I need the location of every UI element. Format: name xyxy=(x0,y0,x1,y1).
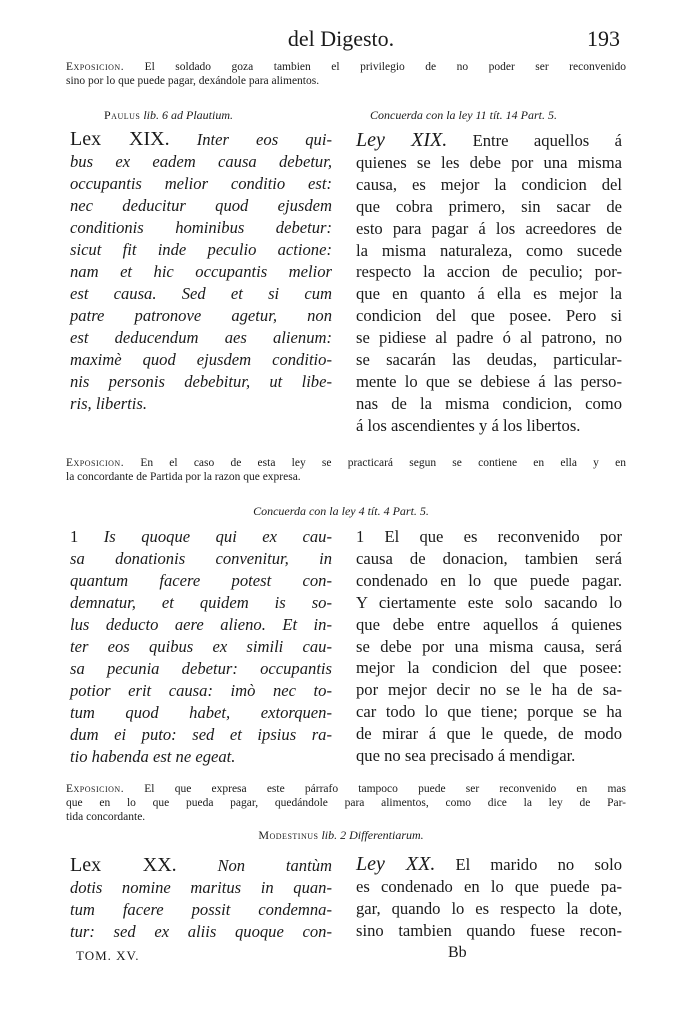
text-line: á los ascendientes y á los libertos. xyxy=(356,415,581,435)
text-line: nam et hic occupantis melior xyxy=(70,262,332,281)
exposicion-line: la concordante de Partida por la razon que expresa. xyxy=(66,471,301,483)
text-line: sa donationis convenitur, in xyxy=(70,549,332,568)
text-line: que en quanto á ella es mejor la xyxy=(356,284,622,304)
text-line: tur: sed ex aliis quoque con- xyxy=(70,922,332,941)
text-line: que debe entre aquellos á quienes xyxy=(356,614,622,634)
text-line: sino tambien quando fuese recon- xyxy=(356,920,622,940)
text-line: demnatur, et quidem is so- xyxy=(70,593,332,612)
text-line: tum quod habet, extorquen- xyxy=(70,703,332,722)
text-line: El que es reconvenido por xyxy=(364,527,622,546)
text-line: por mejor decir no se le ha de sa- xyxy=(356,680,622,700)
source-left xyxy=(104,108,233,123)
exposicion-line: En el caso de esta ley se practicará segun se contiene en ella y en xyxy=(140,457,626,469)
text-line: la misma naturaleza, como sucede xyxy=(356,240,622,260)
volume-footer: TOM. XV. xyxy=(76,948,140,963)
lex-19-1-latin xyxy=(70,526,332,768)
ley-heading: Ley XX. xyxy=(356,853,436,875)
text-line: se pidiese al padre ó al patrono, no xyxy=(356,328,622,348)
text-line: mejor la condicion del que posee: xyxy=(356,658,622,678)
ley-20-spanish xyxy=(356,854,622,942)
exposicion-3 xyxy=(66,782,626,824)
paragraph-number: 1 xyxy=(70,527,79,546)
text-line: dum ei puto: sed et ipsius ra- xyxy=(70,725,332,744)
exposicion-line: tida concordante. xyxy=(66,811,146,823)
text-line: condicion del que posee. Pero si xyxy=(356,306,622,326)
text-line: que cobra primero, sin sacar de xyxy=(356,196,622,216)
text-line: Is quoque qui ex cau- xyxy=(78,527,332,546)
text-line: quantum facere potest con- xyxy=(70,571,332,590)
text-line: mente lo que se debiese á las perso- xyxy=(356,371,622,391)
text-line: est causa. Sed et si cum xyxy=(70,284,332,303)
text-line: tio habenda est ne egeat. xyxy=(70,747,236,766)
text-line: nas de la misma condicion, como xyxy=(356,393,622,413)
text-line: conditionis hominibus debetur: xyxy=(70,218,332,237)
signature-mark: Bb xyxy=(448,944,467,961)
text-line: tum facere possit condemna- xyxy=(70,900,332,919)
text-line: est deducendum aes alienum: xyxy=(70,328,332,347)
exposicion-line: El que expresa este párrafo tampoco puede ser reconvenido en mas xyxy=(144,783,626,795)
source-author: Paulus xyxy=(104,108,141,122)
text-line: ter eos quibus ex simili cau- xyxy=(70,637,332,656)
text-line: se debe por una misma causa, será xyxy=(356,636,622,656)
text-line: bus ex eadem causa debetur, xyxy=(70,152,332,171)
text-line: gar, quando lo es respecto la dote, xyxy=(356,898,622,918)
source-author: Modestinus xyxy=(258,828,319,842)
exposicion-lead: Exposicion. xyxy=(66,783,125,795)
ley-19-1-spanish xyxy=(356,526,622,767)
text-line: car todo lo que tiene; porque se ha xyxy=(356,702,622,722)
text-line: quienes se les debe por una misma xyxy=(356,152,622,172)
text-line: maximè quod ejusdem conditio- xyxy=(70,350,332,369)
lex-20-latin xyxy=(70,854,332,943)
text-line: Non tantùm xyxy=(176,856,332,875)
text-line: se sacarán las deudas, particular- xyxy=(356,350,622,370)
page-number: 193 xyxy=(587,26,620,51)
lex-heading: Lex XX. xyxy=(70,854,177,876)
text-line: lus deducto aere alieno. Et in- xyxy=(70,615,332,634)
source-center-3 xyxy=(0,828,682,843)
exposicion-2 xyxy=(66,456,626,484)
lex-heading: Lex XIX. xyxy=(70,128,170,150)
ley-heading: Ley XIX. xyxy=(356,129,448,151)
text-line: respecto la accion de peculio; por- xyxy=(356,262,622,282)
ley-19-spanish xyxy=(356,130,622,437)
text-line: occupantis melior conditio est: xyxy=(70,174,332,193)
text-line: Entre aquellos á xyxy=(447,131,622,150)
text-line: ris, libertis. xyxy=(70,394,147,413)
source-ref: lib. 6 ad Plautium. xyxy=(140,108,234,122)
text-line: Inter eos qui- xyxy=(169,130,332,149)
text-line: El marido no solo xyxy=(435,855,622,874)
text-line: dotis nomine maritus in quan- xyxy=(70,878,332,897)
source-right: Concuerda con la ley 11 tít. 14 Part. 5. xyxy=(370,108,557,122)
text-line: potior erit causa: imò nec to- xyxy=(70,681,332,700)
text-line: patre patronove agetur, non xyxy=(70,306,332,325)
exposicion-lead: Exposicion. xyxy=(66,61,125,73)
text-line: nec deducitur quod ejusdem xyxy=(70,196,332,215)
text-line: causa de donacion, tambien será xyxy=(356,548,622,568)
text-line: condenado en lo que puede pagar. xyxy=(356,570,622,590)
exposicion-lead: Exposicion. xyxy=(66,457,125,469)
text-line: de mirar á que le quede, de modo xyxy=(356,724,622,744)
source-center: Concuerda con la ley 4 tít. 4 Part. 5. xyxy=(253,504,429,518)
running-title: del Digesto. xyxy=(287,26,395,51)
text-line: nis personis debebitur, ut libe- xyxy=(70,372,332,391)
source-ref: lib. 2 Differentiarum. xyxy=(318,828,424,842)
exposicion-line: sino por lo que puede pagar, dexándole para alimentos. xyxy=(66,75,320,87)
text-line: sa pecunia debetur: occupantis xyxy=(70,659,332,678)
text-line: sicut fit inde peculio actione: xyxy=(70,240,332,259)
lex-19-latin xyxy=(70,128,332,415)
text-line: que no sea precisado á mendigar. xyxy=(356,746,576,766)
exposicion-line: El soldado goza tambien el privilegio de no poder ser reconvenido xyxy=(144,61,627,73)
exposicion-1 xyxy=(66,60,626,88)
text-line: es condenado en lo que puede pa- xyxy=(356,876,622,896)
exposicion-line: que en lo que pueda pagar, quedándole para alimentos, como dice la ley de Par- xyxy=(66,797,626,809)
text-line: esto para pagar á los acreedores de xyxy=(356,218,622,238)
text-line: Y ciertamente este solo sacando lo xyxy=(356,592,622,612)
paragraph-number: 1 xyxy=(356,527,365,546)
text-line: causa, es mejor la condicion del xyxy=(356,174,622,194)
